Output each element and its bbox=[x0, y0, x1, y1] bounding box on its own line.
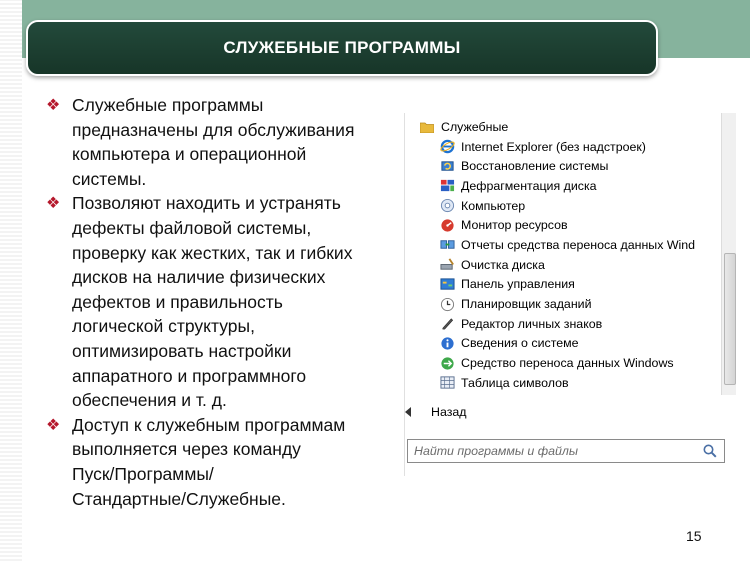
defrag-icon bbox=[439, 178, 455, 194]
menu-item-internet-explorer[interactable]: Internet Explorer (без надстроек) bbox=[405, 137, 720, 157]
menu-item-char-map[interactable]: Таблица символов bbox=[405, 373, 720, 393]
menu-item-resource-monitor[interactable]: Монитор ресурсов bbox=[405, 215, 720, 235]
menu-item-easy-transfer[interactable]: Средство переноса данных Windows bbox=[405, 353, 720, 373]
folder-item-sluzhebnye[interactable]: Служебные bbox=[405, 117, 720, 137]
bullet-line: Пуск/Программы/ bbox=[72, 463, 214, 484]
scrollbar-thumb[interactable] bbox=[724, 253, 736, 385]
menu-item-system-restore[interactable]: Восстановление системы bbox=[405, 156, 720, 176]
bullet-line: Доступ к служебным программам bbox=[72, 414, 346, 435]
internet-explorer-icon bbox=[439, 139, 455, 155]
search-icon[interactable] bbox=[702, 443, 718, 459]
bullet-line: Служебные программы bbox=[72, 95, 264, 115]
start-menu-panel bbox=[404, 113, 736, 476]
menu-item-char-editor[interactable]: Редактор личных знаков bbox=[405, 314, 720, 334]
bullet-line: компьютера и операционной bbox=[72, 144, 307, 165]
bullet-item bbox=[46, 191, 398, 412]
search-placeholder: Найти программы и файлы bbox=[414, 444, 579, 458]
bullet-line: Стандартные/Служебные. bbox=[72, 488, 286, 509]
menu-item-control-panel[interactable]: Панель управления bbox=[405, 275, 720, 295]
menu-item-defrag[interactable]: Дефрагментация диска bbox=[405, 176, 720, 196]
menu-item-computer[interactable]: Компьютер bbox=[405, 196, 720, 216]
transfer-reports-icon bbox=[439, 237, 455, 253]
slide-title: СЛУЖЕБНЫЕ ПРОГРАММЫ bbox=[223, 38, 461, 57]
system-restore-icon bbox=[439, 158, 455, 174]
bullet-line: дефекты файловой системы, bbox=[72, 217, 312, 238]
bullet-line: обеспечения и т. д. bbox=[72, 390, 227, 411]
back-button[interactable] bbox=[405, 402, 735, 422]
title-banner bbox=[26, 20, 658, 76]
program-list bbox=[405, 117, 720, 393]
menu-item-system-info[interactable]: Сведения о системе bbox=[405, 334, 720, 354]
bullet-line: дисков на наличие физических bbox=[72, 267, 326, 288]
bullet-item bbox=[46, 93, 398, 191]
char-map-icon bbox=[439, 375, 455, 391]
left-decor-strip bbox=[0, 0, 22, 561]
folder-icon bbox=[419, 119, 435, 135]
bullet-line: дефектов и правильность bbox=[72, 291, 283, 312]
resource-monitor-icon bbox=[439, 217, 455, 233]
task-scheduler-icon bbox=[439, 296, 455, 312]
bullet-line: выполняется через команду bbox=[72, 439, 301, 460]
menu-scrollbar[interactable] bbox=[721, 113, 736, 395]
diamond-bullet-icon: ❖ bbox=[46, 416, 61, 434]
system-info-icon bbox=[439, 335, 455, 351]
bullet-line: проверку как жестких, так и гибких bbox=[72, 242, 353, 263]
bullet-line: оптимизировать настройки bbox=[72, 340, 292, 361]
bullet-list bbox=[46, 93, 398, 511]
computer-icon bbox=[439, 198, 455, 214]
disk-cleanup-icon bbox=[439, 257, 455, 273]
back-arrow-icon bbox=[405, 407, 411, 417]
menu-item-disk-cleanup[interactable]: Очистка диска bbox=[405, 255, 720, 275]
diamond-bullet-icon: ❖ bbox=[46, 97, 61, 114]
menu-item-transfer-reports[interactable]: Отчеты средства переноса данных Wind bbox=[405, 235, 720, 255]
bullet-item bbox=[46, 413, 398, 511]
bullet-line: аппаратного и программного bbox=[72, 365, 307, 386]
bullet-line: Позволяют находить и устранять bbox=[72, 193, 341, 214]
search-input[interactable] bbox=[407, 439, 725, 463]
char-editor-icon bbox=[439, 316, 455, 332]
control-panel-icon bbox=[439, 276, 455, 292]
back-label: Назад bbox=[431, 405, 467, 419]
diamond-bullet-icon: ❖ bbox=[46, 195, 61, 213]
easy-transfer-icon bbox=[439, 355, 455, 371]
page-number: 15 bbox=[686, 528, 702, 544]
bullet-line: предназначены для обслуживания bbox=[72, 119, 355, 140]
bullet-line: системы. bbox=[72, 168, 147, 189]
menu-item-task-scheduler[interactable]: Планировщик заданий bbox=[405, 294, 720, 314]
bullet-line: логической структуры, bbox=[72, 316, 255, 337]
